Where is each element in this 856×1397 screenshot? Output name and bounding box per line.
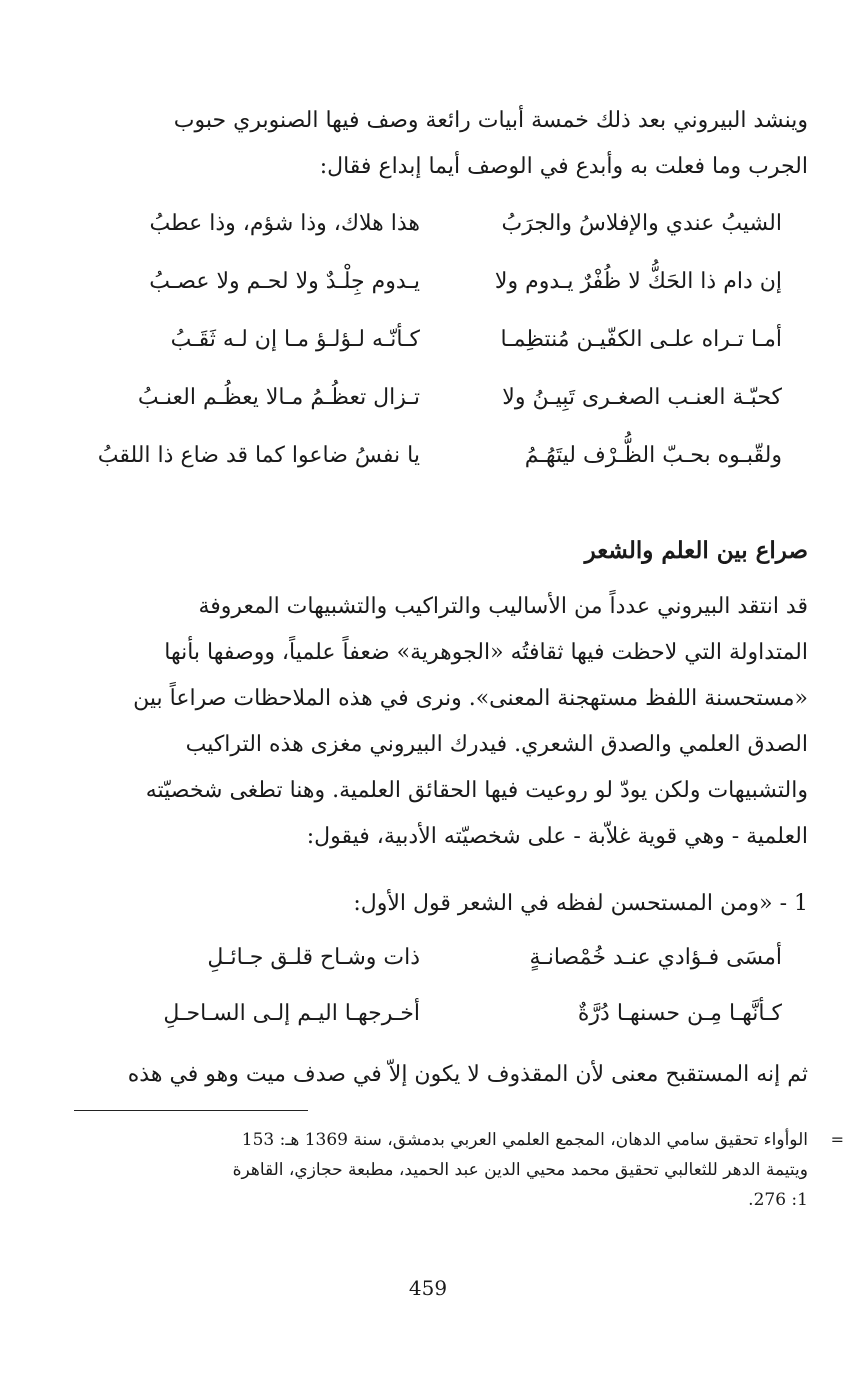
intro-line-1: وينشد البيروني بعد ذلك خمسة أبيات رائعة وصف فيها الصنوبري حبوب <box>173 108 808 133</box>
numbered-quote-intro: 1 - «ومن المستحسن لفظه في الشعر قول الأول: <box>353 891 808 916</box>
section-line-6: العلمية - وهي قوية غلاّبة - على شخصيّته الأدبية، فيقول: <box>306 824 808 849</box>
verse-3-second-hemistich: كـأنّـه لـؤلـؤ مـا إن لـه ثَقَـبُ <box>170 327 420 352</box>
page-number: 459 <box>408 1276 448 1300</box>
section-line-1: قد انتقد البيروني عدداً من الأساليب والتراكيب والتشبيهات المعروفة <box>198 594 808 619</box>
intro-line-2: الجرب وما فعلت به وأبدع في الوصف أيما إبداع فقال: <box>319 154 808 179</box>
intro-paragraph <box>74 98 808 190</box>
verse-3-first-hemistich: أمـا تـراه علـى الكفّيـن مُنتظِمـا <box>500 327 782 352</box>
verse-5-first-hemistich: ولقّبـوه بحـبّ الظُّـرْف ليتَهُـمُ <box>524 443 782 468</box>
verse-2-first-hemistich: إن دام ذا الحَكُّ لا ظُفْرٌ يـدوم ولا <box>494 269 782 294</box>
footnote-marker: = <box>830 1130 844 1149</box>
verse-4-first-hemistich: كحبّـة العنـب الصغـرى تَبِيـنُ ولا <box>502 385 782 410</box>
verse-7-first-hemistich: كـأنَّهـا مِـن حسنهـا دُرَّةٌ <box>577 1001 782 1026</box>
verse-1-first-hemistich: الشيبُ عندي والإفلاسُ والجرَبُ <box>501 211 782 236</box>
footnote-divider <box>74 1110 308 1111</box>
footnote <box>74 1125 844 1215</box>
verse-7 <box>100 992 782 1036</box>
footnote-line-3: 1: 276. <box>748 1190 808 1210</box>
verse-6 <box>100 936 782 980</box>
closing-paragraph <box>74 1052 808 1098</box>
verse-4 <box>100 376 782 420</box>
verse-5 <box>97 434 782 478</box>
verse-2-second-hemistich: يـدوم جِلْـدٌ ولا لحـم ولا عصـبُ <box>149 269 420 294</box>
verse-5-second-hemistich: يا نفسُ ضاعوا كما قد ضاع ذا اللقبُ <box>97 443 420 468</box>
section-line-3: «مستحسنة اللفظ مستهجنة المعنى». ونرى في هذه الملاحظات صراعاً بين <box>133 686 808 711</box>
verse-1-second-hemistich: هذا هلاك، وذا شؤم، وذا عطبُ <box>149 211 420 236</box>
section-paragraph <box>74 584 808 860</box>
footnote-line-2: ويتيمة الدهر للثعالبي تحقيق محمد محيي الدين عبد الحميد، مطبعة حجازي، القاهرة <box>232 1160 808 1180</box>
verse-3 <box>100 318 782 362</box>
footnote-line-1: الوأواء تحقيق سامي الدهان، المجمع العلمي العربي بدمشق، سنة 1369 هـ: 153 <box>241 1130 808 1150</box>
closing-line: ثم إنه المستقبح معنى لأن المقذوف لا يكون إلاّ في صدف ميت وهو في هذه <box>127 1062 808 1087</box>
verse-4-second-hemistich: تـزال تعظُـمُ مـالا يعظُـم العنـبُ <box>137 385 420 410</box>
section-line-2: المتداولة التي لاحظت فيها ثقافتُه «الجوهرية» ضعفاً علمياً، ووصفها بأنها <box>164 640 808 665</box>
verse-6-second-hemistich: ذات وشـاح قلـق جـائـلِ <box>207 945 420 970</box>
verse-7-second-hemistich: أخـرجهـا اليـم إلـى السـاحـلِ <box>163 1001 420 1026</box>
verse-1 <box>100 202 782 246</box>
verse-6-first-hemistich: أمسَى فـؤادي عنـد خُمْصانـةٍ <box>529 945 782 970</box>
verse-2 <box>100 260 782 304</box>
section-line-5: والتشبيهات ولكن يودّ لو روعيت فيها الحقائق العلمية. وهنا تطغى شخصيّته <box>145 778 808 803</box>
section-line-4: الصدق العلمي والصدق الشعري. فيدرك البيروني مغزى هذه التراكيب <box>185 732 808 757</box>
section-heading: صراع بين العلم والشعر <box>584 537 808 564</box>
